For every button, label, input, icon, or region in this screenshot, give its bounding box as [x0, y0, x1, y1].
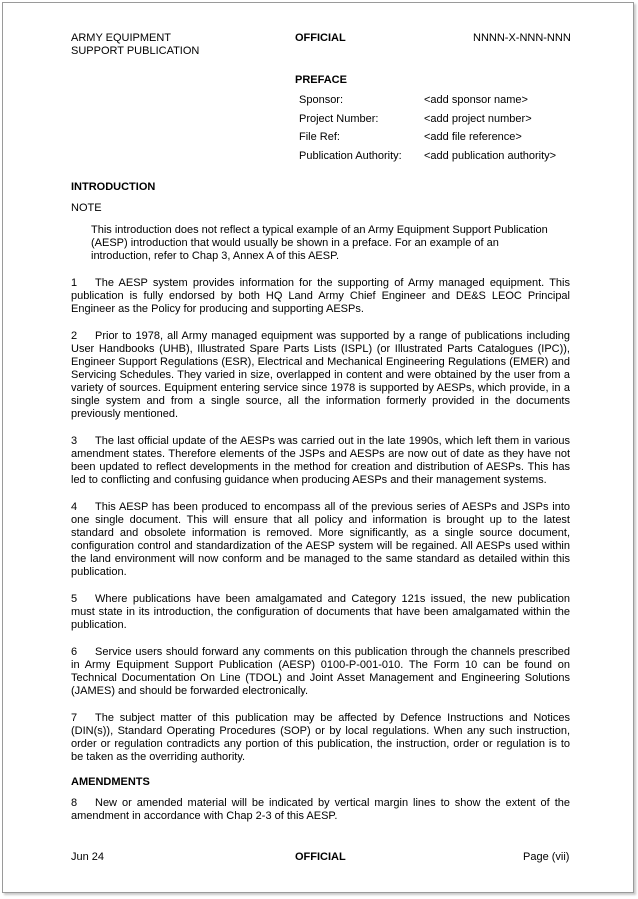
paragraph-8	[71, 797, 570, 823]
paragraph-1	[71, 277, 570, 316]
amendments-heading: AMENDMENTS	[71, 776, 150, 788]
footer-date: Jun 24	[71, 851, 105, 863]
header-classification: OFFICIAL	[295, 32, 346, 44]
paragraph-text: The subject matter of this publication may be affected by Defence Instructions and Notices (DIN(s)), Standard Operating Procedures (SOP) or by local regulations. When any such instruction, order or regulation contradicts any portion of this publication, the instruction, order or regulation is to be taken as the overriding authority.	[71, 712, 570, 763]
paragraph-text: New or amended material will be indicated by vertical margin lines to show the extent of the amendment in accordance with Chap 2-3 of this AESP.	[71, 797, 570, 822]
header-left-line1: ARMY EQUIPMENT	[71, 32, 172, 44]
preface-value: <add file reference>	[424, 131, 522, 143]
paragraph-text: This AESP has been produced to encompass all of the previous series of AESPs and JSPs into one single document. This will ensure that all policy and information is brought up to the latest standard and obsolete information is removed. More significantly, as a single source document, configuration control and standardization of the AESP system will be regained. All AESPs used within the land environment will now conform and be managed to the same standard as detailed within this publication.	[71, 501, 570, 578]
paragraph-text: The AESP system provides information for the supporting of Army managed equipment. This publication is fully endorsed by both HQ Land Army Chief Engineer and DE&S LEOC Principal Engineer as the Policy for producing and supporting AESPs.	[71, 277, 570, 315]
footer-classification: OFFICIAL	[295, 851, 346, 863]
preface-row-file-ref	[299, 128, 556, 147]
preface-title: PREFACE	[295, 74, 347, 86]
paragraph-6	[71, 646, 570, 698]
paragraph-number: 8	[71, 797, 78, 809]
document-page	[2, 2, 634, 893]
paragraph-number: 4	[71, 501, 78, 513]
header-publication-name	[71, 32, 199, 58]
preface-row-sponsor	[299, 91, 556, 110]
paragraph-number: 1	[71, 277, 78, 289]
preface-label: Project Number:	[299, 112, 379, 125]
paragraph-text: The last official update of the AESPs was carried out in the late 1990s, which left them in various amendment states. Therefore elements of the JSPs and AESPs are now out of date as they have not been updated to reflect developments in the method for creation and distribution of AESPs. This has led to conflicting and confusing guidance when producing AESPs and their management systems.	[71, 435, 570, 486]
paragraph-number: 7	[71, 712, 78, 724]
preface-value: <add project number>	[424, 112, 532, 125]
paragraph-number: 5	[71, 593, 78, 605]
paragraph-2	[71, 330, 570, 421]
paragraph-3	[71, 435, 570, 487]
paragraph-text: Where publications have been amalgamated and Category 121s issued, the new publication must state in its introduction, the configuration of documents that have been amalgamated within the publication.	[71, 593, 570, 631]
paragraph-number: 2	[71, 330, 78, 342]
note-text: This introduction does not reflect a typical example of an Army Equipment Support Publication (AESP) introduction that would usually be shown in a preface. For an example of an introduction, refer to Chap 3, Annex A of this AESP.	[91, 224, 548, 262]
preface-label: Sponsor:	[299, 94, 344, 106]
paragraph-7	[71, 712, 570, 764]
header-left-line2: SUPPORT PUBLICATION	[71, 45, 200, 57]
paragraph-4	[71, 501, 570, 579]
preface-table	[299, 91, 556, 165]
preface-row-publication-authority	[299, 147, 556, 166]
document-body	[71, 181, 570, 823]
paragraph-number: 6	[71, 646, 78, 658]
note-label: NOTE	[71, 202, 102, 214]
preface-label: File Ref:	[299, 131, 340, 143]
footer-page-number: Page (vii)	[523, 851, 570, 863]
preface-label: Publication Authority:	[299, 149, 402, 162]
paragraph-text: Prior to 1978, all Army managed equipment was supported by a range of publications including User Handbooks (UHB), Illustrated Spare Parts Lists (ISPL) (or Illustrated Parts Catalogues (IPC)), Engineer Support Regulations (ESR), Electrical and Mechanical Engineering Regulations (EMER) and Servicing Schedules. They varied in size, overlapped in content and were obtained by the user from a variety of sources. Equipment entering service since 1978 is supported by AESPs, which provide, in a single system and from a single source, all the information formerly provided in the documents previously mentioned.	[71, 330, 570, 420]
preface-row-project-number	[299, 110, 556, 129]
header-document-number: NNNN-X-NNN-NNN	[473, 32, 571, 44]
preface-value: <add sponsor name>	[424, 94, 528, 106]
paragraph-5	[71, 593, 570, 632]
preface-value: <add publication authority>	[424, 149, 557, 162]
paragraph-text: Service users should forward any comments on this publication through the channels prescribed in Army Equipment Support Publication (AESP) 0100-P-001-010. The Form 10 can be found on Technical Documentation On Line (TDOL) and Joint Asset Management and Engineering Solutions (JAMES) and should be forwarded electronically.	[71, 646, 570, 697]
paragraph-number: 3	[71, 435, 78, 447]
introduction-heading: INTRODUCTION	[71, 181, 156, 193]
